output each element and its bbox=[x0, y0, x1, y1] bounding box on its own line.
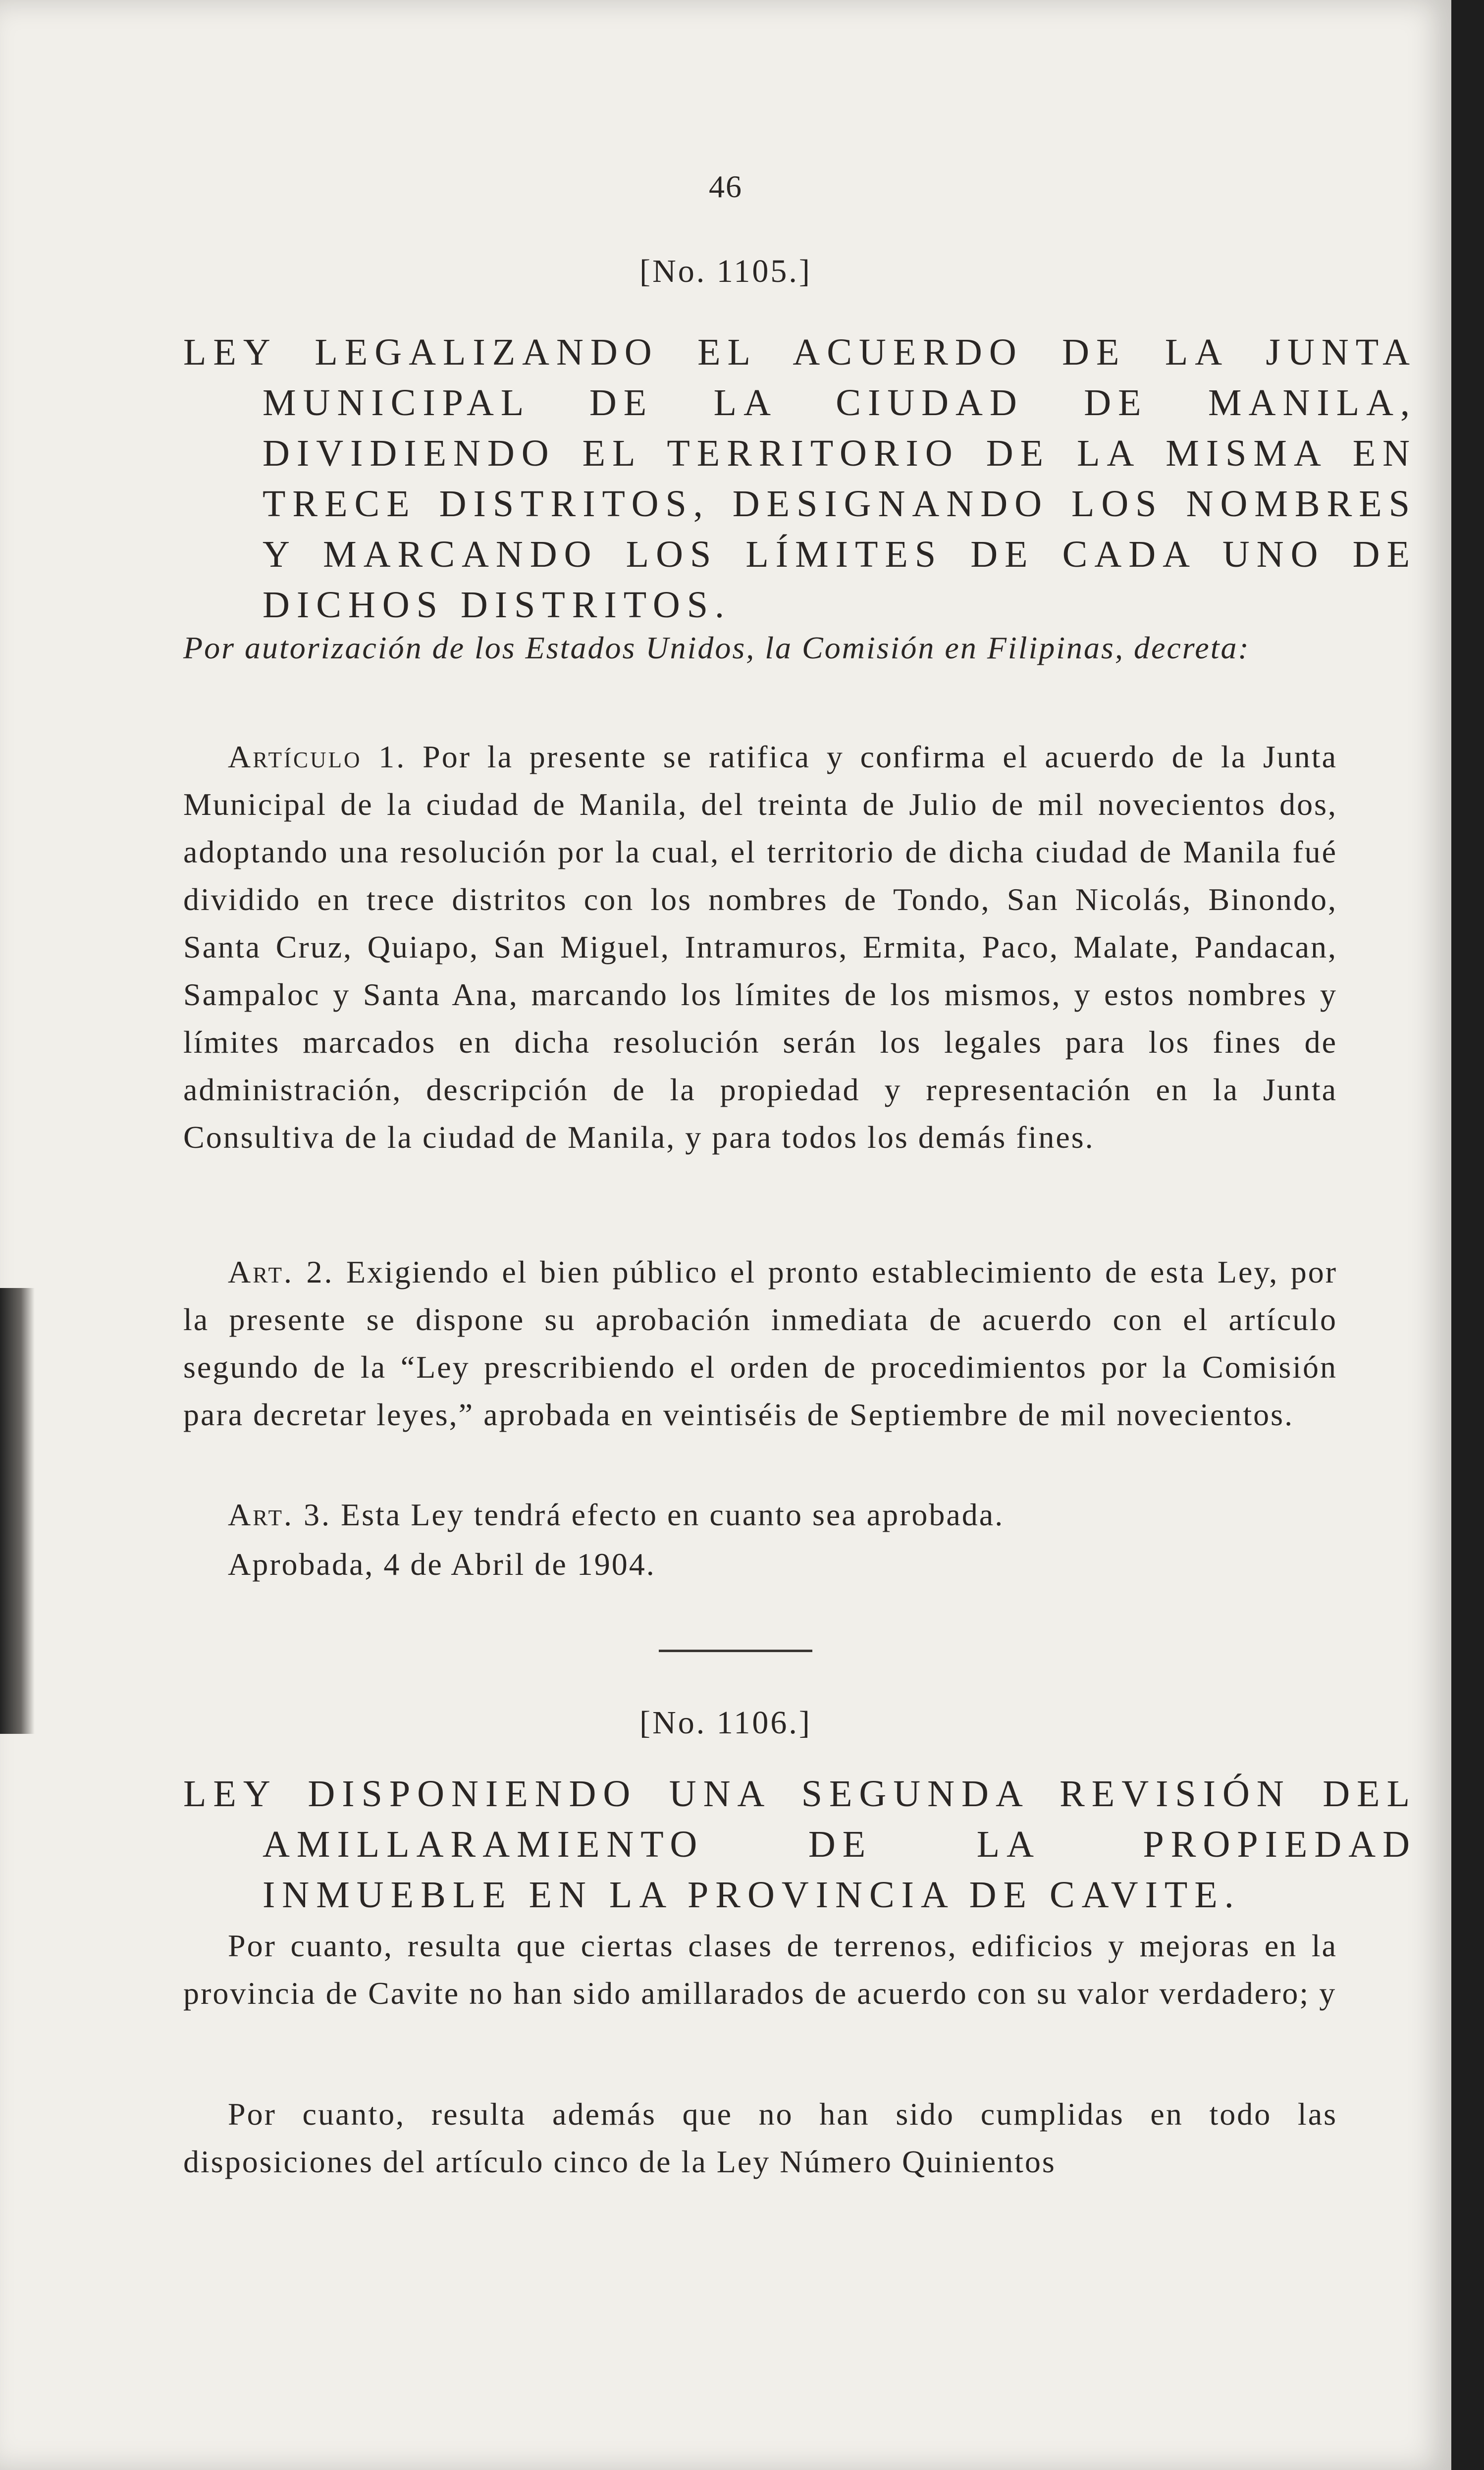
article-2 bbox=[183, 1248, 1337, 1439]
section-divider bbox=[659, 1650, 812, 1652]
article-3-text: Esta Ley tendrá efecto en cuanto sea aprobada. bbox=[341, 1497, 1005, 1532]
enacting-clause: Por autorización de los Estados Unidos, la Comisión en Filipinas, decreta: bbox=[183, 630, 1250, 665]
article-3-label: Art. 3. bbox=[228, 1497, 332, 1532]
law-title-1106: LEY DISPONIENDO UNA SEGUNDA REVISIÓN DEL AMILLARAMIENTO DE LA PROPIEDAD INMUEBLE EN LA PROVINCIA DE CAVITE. bbox=[183, 1773, 1417, 1916]
article-3 bbox=[183, 1491, 1337, 1539]
law-title-1105: LEY LEGALIZANDO EL ACUERDO DE LA JUNTA MUNICIPAL DE LA CIUDAD DE MANILA, DIVIDIENDO EL TERRITORIO DE LA MISMA EN TRECE DISTRITOS, DESIGNANDO LOS NOMBRES Y MARCANDO LOS LÍMITES DE CADA UNO DE DICHOS DISTRITOS. bbox=[183, 331, 1417, 626]
law-number-1105: [No. 1105.] bbox=[639, 253, 812, 289]
article-1-label: Artículo 1. bbox=[228, 739, 407, 774]
page-number: 46 bbox=[709, 169, 742, 204]
article-1 bbox=[183, 733, 1337, 1161]
book-spine-shadow bbox=[0, 1288, 35, 1734]
article-1-text: Por la presente se ratifica y confirma el acuerdo de la Junta Municipal de la ciudad de Manila, del treinta de Julio de mil novecientos dos, adoptando una resolución por la cual, el territorio de dicha ciudad de Manila fué dividido en trece distritos con los nombres de Tondo, San Nicolás, Binondo, Santa Cruz, Quiapo, San Miguel, Intramuros, Ermita, Paco, Malate, Pandacan, Sampaloc y Santa Ana, marcando los límites de los mismos, y estos nombres y límites marcados en dicha resolución serán los legales para los fines de administración, descripción de la propiedad y representación en la Junta Consultiva de la ciudad de Manila, y para todos los demás fines. bbox=[183, 739, 1337, 1155]
scan-edge bbox=[1451, 0, 1484, 2470]
article-2-label: Art. 2. bbox=[228, 1254, 334, 1289]
law-number-1106: [No. 1106.] bbox=[639, 1705, 812, 1741]
approval-date: Aprobada, 4 de Abril de 1904. bbox=[228, 1547, 656, 1582]
whereas-clause-1: Por cuanto, resulta que ciertas clases de terrenos, edificios y mejoras en la provincia de Cavite no han sido amillarados de acuerdo con su valor verdadero; y bbox=[183, 1928, 1337, 2011]
article-2-text: Exigiendo el bien público el pronto establecimiento de esta Ley, por la presente se dispone su aprobación inmediata de acuerdo con el artículo segundo de la “Ley prescribiendo el orden de procedimientos por la Comisión para decretar leyes,” aprobada en veintiséis de Septiembre de mil novecientos. bbox=[183, 1254, 1338, 1432]
whereas-clause-2: Por cuanto, resulta además que no han sido cumplidas en todo las disposiciones del artículo cinco de la Ley Número Quinientos bbox=[183, 2096, 1337, 2179]
